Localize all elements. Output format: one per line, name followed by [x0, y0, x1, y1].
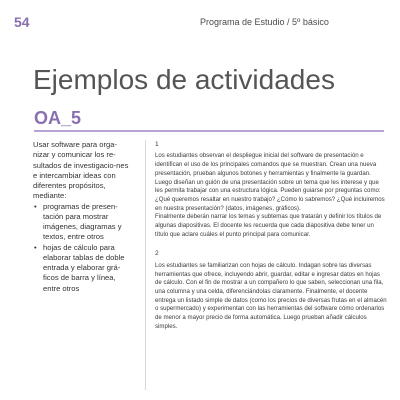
example-body [155, 262, 387, 332]
example-number: 2 [155, 250, 159, 258]
examples-column [155, 140, 387, 342]
column-divider [145, 140, 146, 390]
page-title: Ejemplos de actividades [33, 64, 335, 95]
objective-description [33, 140, 133, 294]
example-paragraph: Los estudiantes se familiarizan con hojas de cálculo. Indagan sobre las diversas herramientas que ofrece, incluyendo abrir, guardar, editar e ingresar datos en hojas de cálculo. Con el fin de mostrar a un compañero lo que saben, seleccionan una fila, una columna y una celda, diferenciándolas claramente. Finalmente, el docente entrega un listado simple de datos (como los precios de diversas frutas en el almacén o supermercado) y experimentan con las herramientas del software cómo ordenarlos de menor a mayor precio de forma automática. Luego prueban añadir cálculos simples. [155, 261, 387, 330]
example-paragraph: Los estudiantes observan el despliegue inicial del software de presentación e identifican el uso de los principales comandos que se muestran. Crean una nueva presentación, prueban algunos botones y herramientas y finalmente la guardan. [155, 152, 377, 177]
example-2 [155, 249, 387, 331]
example-paragraph: Luego diseñan un guión de una presentación sobre un tema que les interese y que les permita trabajar con una estructura lógica. Pueden guiarse por preguntas como: ¿Qué queremos resaltar en nuestro trabajo? ¿Cómo lo sabremos? ¿Qué incluiremos en nuestra presentación? (datos, imágenes, gráficos). [155, 178, 385, 212]
page-number: 54 [14, 14, 30, 30]
example-1 [155, 140, 387, 239]
example-number: 1 [155, 141, 159, 148]
objective-code: OA_5 [34, 108, 82, 128]
objective-intro: Usar software para orga-nizar y comunicar los re-sultados de investigacio-nes e intercambiar ideas con diferentes propósitos, mediante: [33, 140, 129, 201]
objective-list-item: • programas de presen-tación para mostrar imágenes, diagramas y textos, entre otros [33, 202, 133, 243]
objective-list-item: • hojas de cálculo para elaborar tablas de doble entrada y elaborar grá-ficos de barra y línea, entre otros [33, 243, 133, 294]
example-body [155, 152, 387, 239]
running-header-title: Programa de Estudio / 5º básico [200, 17, 329, 27]
heading-rule [34, 130, 384, 132]
objective-list [33, 202, 133, 294]
example-paragraph: Finalmente deberán narrar los temas y subtemas que tratarán y definir los títulos de algunas diapositivas. El docente les recuerda que cada diapositiva debe tener un título que aclare cuáles el punto principal para comunicar. [155, 213, 382, 238]
